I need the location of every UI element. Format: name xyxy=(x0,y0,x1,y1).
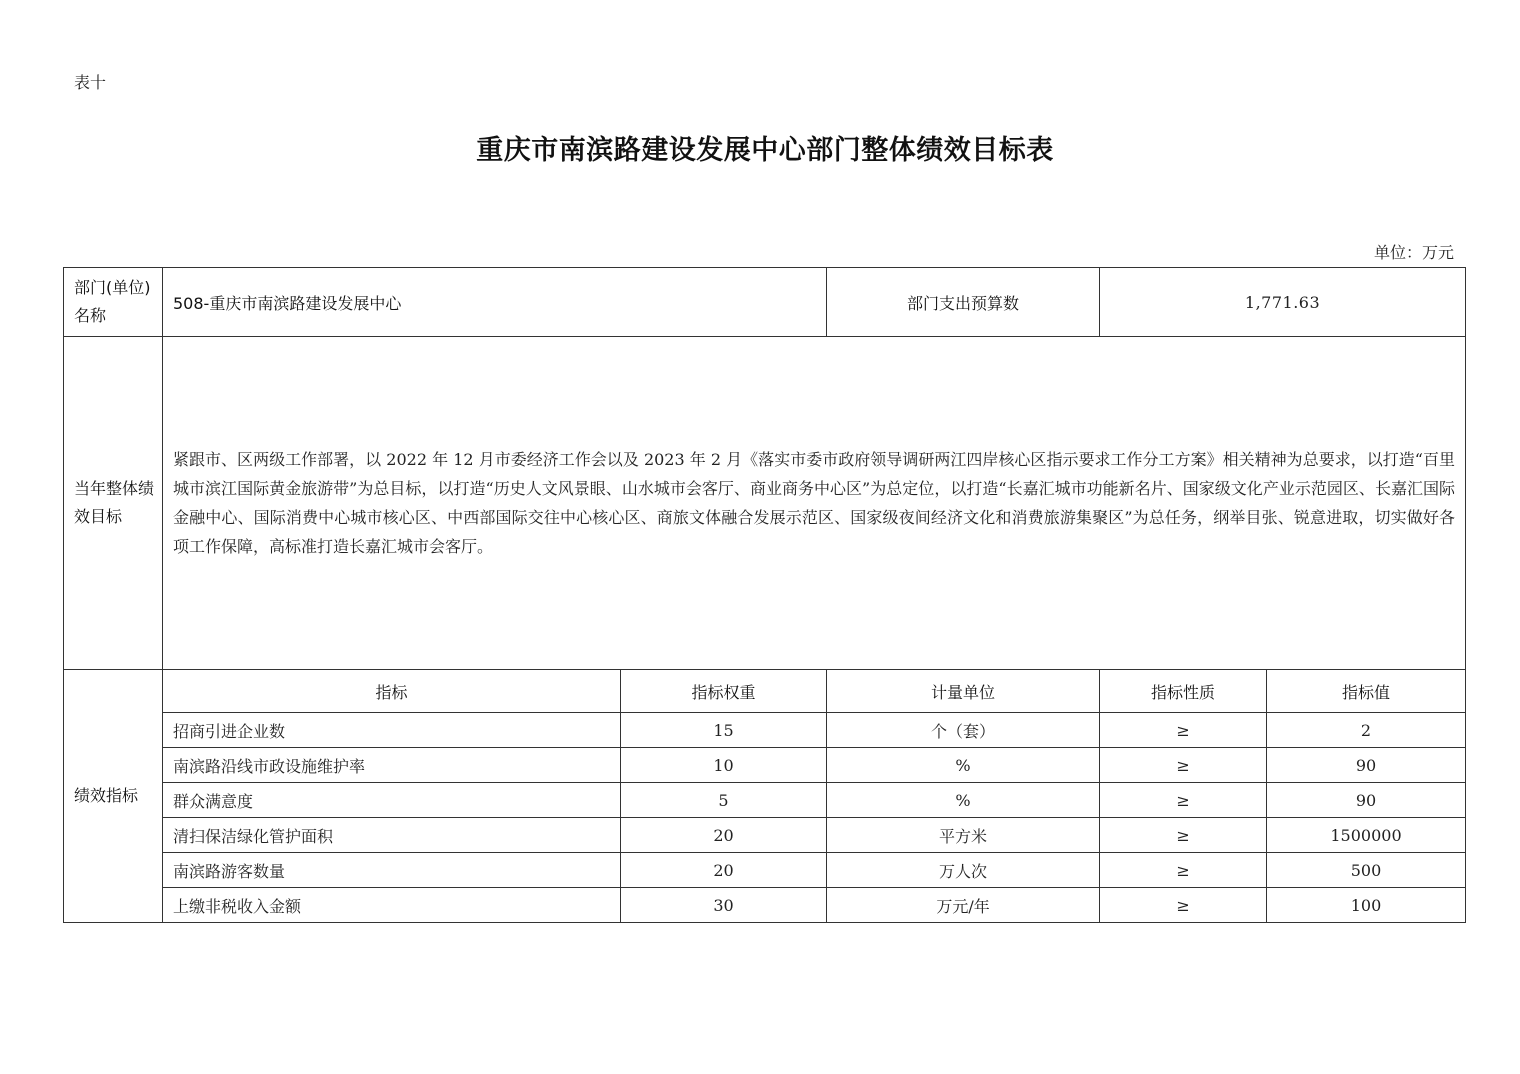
indicator-weight: 10 xyxy=(621,748,827,783)
goal-label: 当年整体绩效目标 xyxy=(64,337,163,670)
col-header-value: 指标值 xyxy=(1267,670,1466,713)
dept-row xyxy=(64,268,1466,337)
performance-target-table xyxy=(63,267,1466,923)
dept-name-value: 508-重庆市南滨路建设发展中心 xyxy=(163,268,827,337)
unit-label: 单位：万元 xyxy=(1373,243,1454,262)
indicator-header-row xyxy=(64,670,1466,713)
indicator-nature: ≥ xyxy=(1100,783,1267,818)
indicator-name: 招商引进企业数 xyxy=(163,713,621,748)
dept-name-label: 部门(单位)名称 xyxy=(64,268,163,337)
col-header-unit: 计量单位 xyxy=(827,670,1100,713)
col-header-indicator: 指标 xyxy=(163,670,621,713)
indicator-unit: 平方米 xyxy=(827,818,1100,853)
indicator-value: 90 xyxy=(1267,748,1466,783)
page-title: 重庆市南滨路建设发展中心部门整体绩效目标表 xyxy=(476,135,1054,166)
table-row xyxy=(64,713,1466,748)
indicator-weight: 5 xyxy=(621,783,827,818)
indicator-nature: ≥ xyxy=(1100,888,1267,923)
col-header-nature: 指标性质 xyxy=(1100,670,1267,713)
indicator-nature: ≥ xyxy=(1100,818,1267,853)
table-row xyxy=(64,748,1466,783)
indicator-weight: 15 xyxy=(621,713,827,748)
goal-row xyxy=(64,337,1466,670)
indicator-value: 90 xyxy=(1267,783,1466,818)
budget-value: 1,771.63 xyxy=(1100,268,1466,337)
indicator-value: 500 xyxy=(1267,853,1466,888)
indicator-name: 南滨路沿线市政设施维护率 xyxy=(163,748,621,783)
indicator-unit: % xyxy=(827,748,1100,783)
table-number-label: 表十 xyxy=(74,73,107,92)
indicator-name: 清扫保洁绿化管护面积 xyxy=(163,818,621,853)
indicator-unit: 万元/年 xyxy=(827,888,1100,923)
indicator-name: 群众满意度 xyxy=(163,783,621,818)
table-row xyxy=(64,888,1466,923)
indicator-weight: 20 xyxy=(621,853,827,888)
indicator-nature: ≥ xyxy=(1100,748,1267,783)
indicator-name: 南滨路游客数量 xyxy=(163,853,621,888)
indicator-value: 1500000 xyxy=(1267,818,1466,853)
goal-text: 紧跟市、区两级工作部署，以 2022 年 12 月市委经济工作会以及 2023 年 2 月《落实市委市政府领导调研两江四岸核心区指示要求工作分工方案》相关精神为总要求，以打造“百里城市滨江国际黄金旅游带”为总目标，以打造“历史人文风景眼、山水城市会客厅、商业商务中心区”为总定位，以打造“长嘉汇城市功能新名片、国家级文化产业示范园区、长嘉汇国际金融中心、国际消费中心城市核心区、中西部国际交往中心核心区、商旅文体融合发展示范区、国家级夜间经济文化和消费旅游集聚区”为总任务，纲举目张、锐意进取，切实做好各项工作保障，高标准打造长嘉汇城市会客厅。 xyxy=(163,337,1466,670)
indicator-unit: 个（套） xyxy=(827,713,1100,748)
indicator-name: 上缴非税收入金额 xyxy=(163,888,621,923)
col-header-weight: 指标权重 xyxy=(621,670,827,713)
indicator-weight: 30 xyxy=(621,888,827,923)
table-row xyxy=(64,853,1466,888)
indicator-value: 100 xyxy=(1267,888,1466,923)
table-row xyxy=(64,818,1466,853)
indicator-nature: ≥ xyxy=(1100,853,1267,888)
indicator-unit: % xyxy=(827,783,1100,818)
indicator-nature: ≥ xyxy=(1100,713,1267,748)
indicator-value: 2 xyxy=(1267,713,1466,748)
indicator-unit: 万人次 xyxy=(827,853,1100,888)
indicator-weight: 20 xyxy=(621,818,827,853)
table-row xyxy=(64,783,1466,818)
indicators-label: 绩效指标 xyxy=(64,670,163,923)
budget-label: 部门支出预算数 xyxy=(827,268,1100,337)
